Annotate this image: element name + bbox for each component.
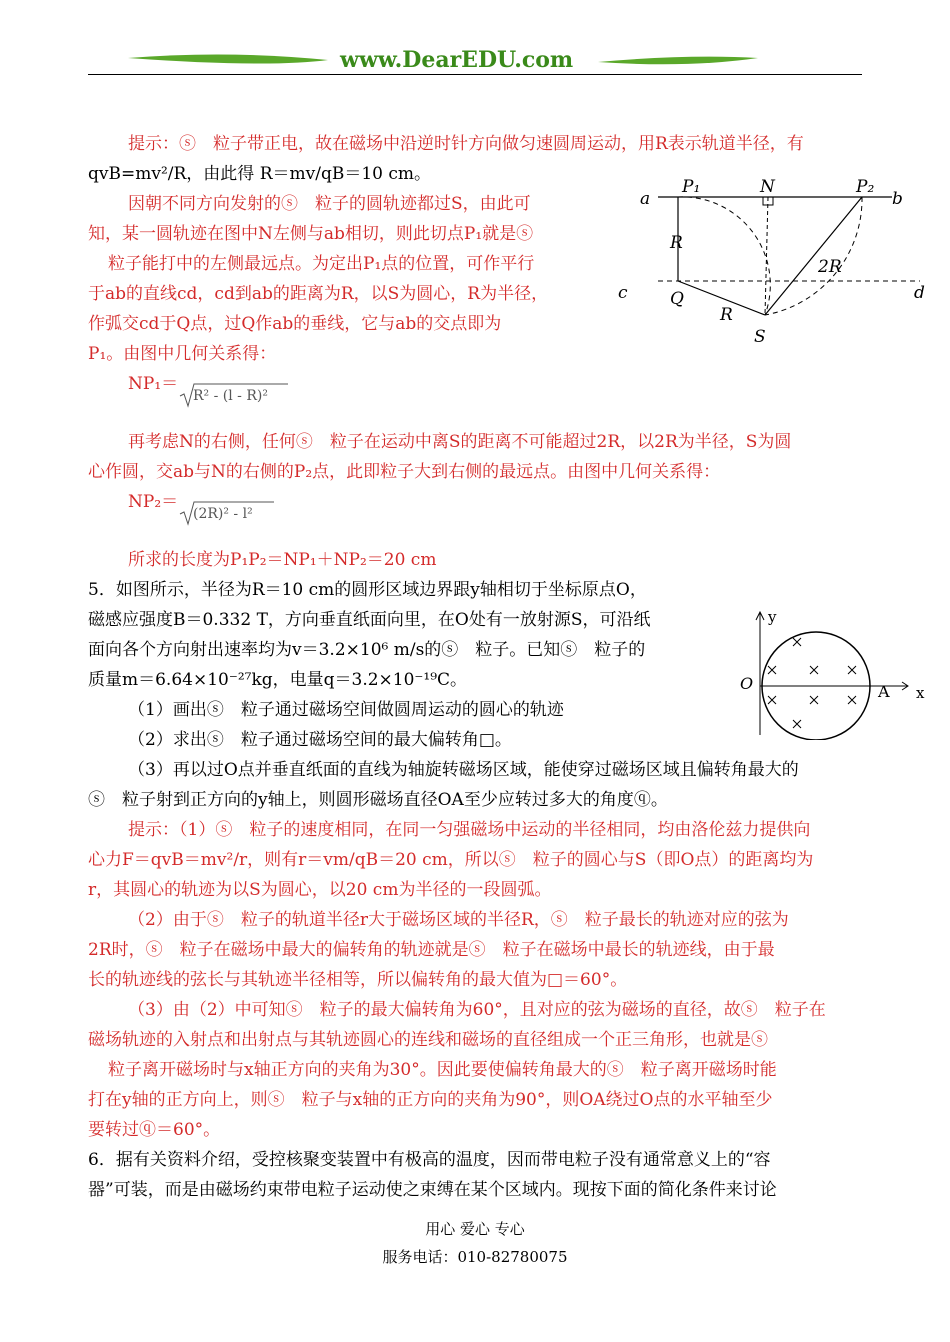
axis-label: y — [768, 608, 777, 626]
text-line: 磁场轨迹的入射点和出射点与其轨迹圆心的连线和磁场的直径组成一个正三角形，也就是ⓢ — [88, 1030, 768, 1050]
text-line: 打在y轴的正方向上，则ⓢ 粒子与x轴的正方向的夹角为90°，则OA绕过O点的水平轴至少 — [88, 1090, 773, 1110]
text-line: r，其圆心的轨迹为以S为圆心，以20 cm为半径的一段圆弧。 — [88, 880, 552, 900]
header-logo — [128, 44, 768, 76]
text-line: 粒子离开磁场时与x轴正方向的夹角为30°。因此要使偏转角最大的ⓢ 粒子离开磁场时能 — [108, 1060, 777, 1080]
text-line: （1）画出ⓢ 粒子通过磁场空间做圆周运动的圆心的轨迹 — [128, 700, 564, 720]
text-line: P₁。由图中几何关系得： — [88, 344, 277, 364]
logo-text: www.DearEDU.com — [340, 47, 574, 73]
text-line: 心作圆，交ab与N的右侧的P₂点，此即粒子大到右侧的最远点。由图中几何关系得： — [88, 462, 721, 482]
text-line: 2R时，ⓢ 粒子在磁场中最大的偏转角的轨迹就是ⓢ 粒子在磁场中最长的轨迹线，由于最 — [88, 940, 775, 960]
sqrt-radicand: (2R)² - l² — [193, 506, 253, 522]
footer-slogan: 用心 爱心 专心 — [425, 1220, 525, 1238]
figure-label: c — [618, 283, 628, 303]
text-line: qvB=mv²/R，由此得 R＝mv/qB＝10 cm。 — [88, 164, 431, 184]
point-label: A — [878, 682, 890, 701]
text-line: （2）由于ⓢ 粒子的轨道半径r大于磁场区域的半径R，ⓢ 粒子最长的轨迹对应的弦为 — [128, 910, 789, 930]
axis-label: x — [916, 684, 925, 702]
text-line: 知，某一圆轨迹在图中N左侧与ab相切，则此切点P₁就是ⓢ — [88, 224, 534, 244]
magnetic-field-figure — [738, 610, 938, 740]
geometry-figure — [618, 175, 930, 350]
figure-label: d — [914, 283, 925, 303]
formula-label: NP₁＝ — [128, 374, 179, 394]
figure-label: P₁ — [682, 177, 701, 197]
footer-phone: 服务电话：010-82780075 — [382, 1248, 568, 1266]
figure-label: R — [670, 233, 683, 253]
text-line: 粒子能打中的左侧最远点。为定出P₁点的位置，可作平行 — [108, 254, 535, 274]
figure-label: R — [720, 305, 733, 325]
figure-label: P₂ — [856, 177, 875, 197]
text-line: 作弧交cd于Q点，过Q作ab的垂线，它与ab的交点即为 — [88, 314, 502, 334]
text-line: 提示：ⓢ 粒子带正电，故在磁场中沿逆时针方向做匀速圆周运动，用R表示轨道半径，有 — [128, 134, 804, 154]
text-line: 因朝不同方向发射的ⓢ 粒子的圆轨迹都过S，由此可 — [128, 194, 531, 214]
figure-label: Q — [670, 289, 684, 309]
text-line: 面向各个方向射出速率均为v＝3.2×10⁶ m/s的ⓢ 粒子。已知ⓢ 粒子的 — [88, 640, 646, 660]
text-line: 5．如图所示，半径为R＝10 cm的圆形区域边界跟y轴相切于坐标原点O， — [88, 580, 647, 600]
figure-label: S — [754, 327, 766, 347]
figure-label: a — [640, 189, 651, 209]
text-line: 长的轨迹线的弦长与其轨迹半径相等，所以偏转角的最大值为□＝60°。 — [88, 970, 628, 990]
text-line: 心力F＝qvB＝mv²/r，则有r＝vm/qB＝20 cm，所以ⓢ 粒子的圆心与S（即O点）的距离均为 — [88, 850, 814, 870]
text-line: 要转过ⓠ＝60°。 — [88, 1120, 221, 1140]
formula-label: NP₂＝ — [128, 492, 179, 512]
header-rule — [88, 74, 862, 75]
figure-label: 2R — [818, 257, 842, 277]
text-line: 磁感应强度B＝0.332 T，方向垂直纸面向里，在O处有一放射源S，可沿纸 — [88, 610, 651, 630]
text-line: （2）求出ⓢ 粒子通过磁场空间的最大偏转角□。 — [128, 730, 512, 750]
text-line: （3）再以过O点并垂直纸面的直线为轴旋转磁场区域，能使穿过磁场区域且偏转角最大的 — [128, 760, 799, 780]
text-line: （3）由（2）中可知ⓢ 粒子的最大偏转角为60°，且对应的弦为磁场的直径，故ⓢ 粒子在 — [128, 1000, 826, 1020]
text-line: 提示：（1）ⓢ 粒子的速度相同，在同一匀强磁场中运动的半径相同，均由洛伦兹力提供向 — [128, 820, 811, 840]
sqrt-radicand: R² - (l - R)² — [193, 388, 268, 404]
text-line: ⓢ 粒子射到正方向的y轴上，则圆形磁场直径OA至少应转过多大的角度ⓠ。 — [88, 790, 668, 810]
text-line: 6．据有关资料介绍，受控核聚变装置中有极高的温度，因而带电粒子没有通常意义上的“容 — [88, 1150, 771, 1170]
text-line: 所求的长度为P₁P₂＝NP₁＋NP₂＝20 cm — [128, 550, 437, 570]
origin-label: O — [740, 674, 754, 693]
text-line: 质量m＝6.64×10⁻²⁷kg，电量q＝3.2×10⁻¹⁹C。 — [88, 670, 468, 690]
figure-label: b — [892, 189, 903, 209]
text-line: 于ab的直线cd，cd到ab的距离为R，以S为圆心，R为半径， — [88, 284, 549, 304]
figure-label: N — [760, 177, 775, 197]
text-line: 器”可装，而是由磁场约束带电粒子运动使之束缚在某个区域内。现按下面的简化条件来讨论 — [88, 1180, 777, 1200]
text-line: 再考虑N的右侧，任何ⓢ 粒子在运动中离S的距离不可能超过2R，以2R为半径，S为圆 — [128, 432, 792, 452]
